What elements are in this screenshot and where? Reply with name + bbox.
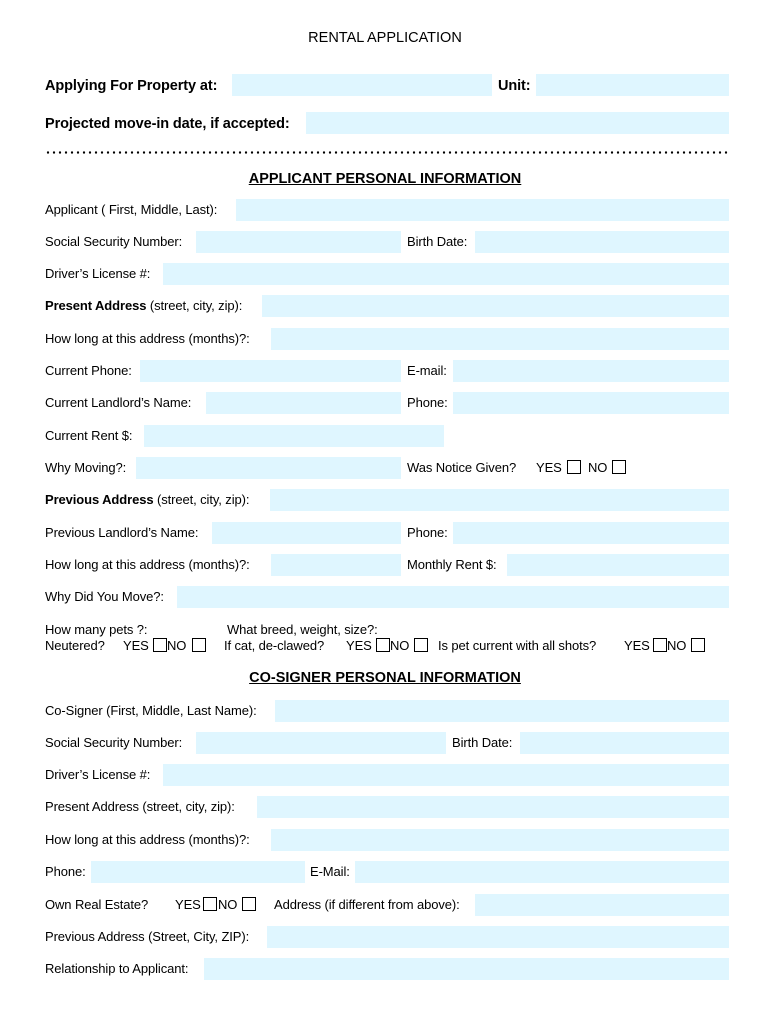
applicant-ssn-input[interactable] — [196, 231, 401, 253]
shots-yes-label: YES — [624, 638, 650, 653]
notice-no-checkbox[interactable] — [612, 460, 626, 474]
previous-address-rest: (street, city, zip): — [153, 492, 250, 507]
notice-no-label: NO — [588, 460, 608, 475]
applicant-phone-label: Current Phone: — [45, 363, 132, 378]
present-address-input[interactable] — [262, 295, 729, 317]
relationship-input[interactable] — [204, 958, 729, 980]
cosigner-name-label: Co-Signer (First, Middle, Last Name): — [45, 703, 257, 718]
property-label: Applying For Property at: — [45, 78, 218, 94]
cosigner-license-label: Driver’s License #: — [45, 767, 151, 782]
applicant-section-heading: APPLICANT PERSONAL INFORMATION — [248, 171, 522, 187]
previous-address-input[interactable] — [270, 489, 729, 511]
real-estate-yes-checkbox[interactable] — [203, 897, 217, 911]
prev-landlord-input[interactable] — [212, 522, 401, 544]
applicant-name-input[interactable] — [236, 199, 729, 221]
landlord-phone-label: Phone: — [407, 395, 448, 410]
prev-how-long-label: How long at this address (months)?: — [45, 557, 250, 572]
why-moving-input[interactable] — [136, 457, 401, 479]
applicant-how-long-label: How long at this address (months)?: — [45, 331, 250, 346]
real-estate-no-label: NO — [218, 897, 238, 912]
applicant-name-label: Applicant ( First, Middle, Last): — [45, 202, 218, 217]
shots-no-label: NO — [667, 638, 687, 653]
cosigner-how-long-input[interactable] — [271, 829, 729, 851]
notice-yes-label: YES — [536, 460, 562, 475]
pets-count-label: How many pets ?: — [45, 622, 148, 637]
applicant-email-input[interactable] — [453, 360, 729, 382]
real-estate-yes-label: YES — [175, 897, 201, 912]
shots-label: Is pet current with all shots? — [438, 638, 597, 653]
shots-no-checkbox[interactable] — [691, 638, 705, 652]
notice-label: Was Notice Given? — [407, 460, 517, 475]
monthly-rent-input[interactable] — [507, 554, 729, 576]
unit-input[interactable] — [536, 74, 729, 96]
declawed-yes-label: YES — [346, 638, 372, 653]
previous-address-label — [45, 492, 249, 508]
why-moved-input[interactable] — [177, 586, 729, 608]
neutered-yes-checkbox[interactable] — [153, 638, 167, 652]
declawed-no-checkbox[interactable] — [414, 638, 428, 652]
landlord-name-input[interactable] — [206, 392, 401, 414]
cosigner-birth-input[interactable] — [520, 732, 729, 754]
cosigner-birth-label: Birth Date: — [452, 735, 513, 750]
prev-phone-input[interactable] — [453, 522, 729, 544]
applicant-ssn-label: Social Security Number: — [45, 234, 183, 249]
cosigner-address-label: Present Address (street, city, zip): — [45, 799, 235, 814]
unit-label: Unit: — [498, 78, 531, 94]
cosigner-prev-address-input[interactable] — [267, 926, 729, 948]
shots-yes-checkbox[interactable] — [653, 638, 667, 652]
movein-label: Projected move-in date, if accepted: — [45, 116, 290, 132]
address-diff-input[interactable] — [475, 894, 729, 916]
neutered-label: Neutered? — [45, 638, 105, 653]
declawed-yes-checkbox[interactable] — [376, 638, 390, 652]
neutered-no-label: NO — [167, 638, 187, 653]
cosigner-how-long-label: How long at this address (months)?: — [45, 832, 250, 847]
cosigner-phone-label: Phone: — [45, 864, 86, 879]
current-rent-label: Current Rent $: — [45, 428, 133, 443]
prev-landlord-label: Previous Landlord’s Name: — [45, 525, 199, 540]
notice-yes-checkbox[interactable] — [567, 460, 581, 474]
page-title: RENTAL APPLICATION — [308, 30, 462, 46]
cosigner-address-input[interactable] — [257, 796, 729, 818]
present-address-label — [45, 298, 242, 314]
landlord-name-label: Current Landlord’s Name: — [45, 395, 192, 410]
cosigner-prev-address-label: Previous Address (Street, City, ZIP): — [45, 929, 250, 944]
monthly-rent-label: Monthly Rent $: — [407, 557, 497, 572]
neutered-no-checkbox[interactable] — [192, 638, 206, 652]
property-input[interactable] — [232, 74, 492, 96]
applicant-birth-label: Birth Date: — [407, 234, 468, 249]
cosigner-license-input[interactable] — [163, 764, 729, 786]
address-diff-label: Address (if different from above): — [274, 897, 460, 912]
dotted-divider — [45, 151, 729, 154]
why-moving-label: Why Moving?: — [45, 460, 127, 475]
cosigner-email-label: E-Mail: — [310, 864, 350, 879]
relationship-label: Relationship to Applicant: — [45, 961, 189, 976]
present-address-rest: (street, city, zip): — [146, 298, 243, 313]
cosigner-phone-input[interactable] — [91, 861, 305, 883]
applicant-license-label: Driver’s License #: — [45, 266, 151, 281]
applicant-phone-input[interactable] — [140, 360, 401, 382]
applicant-birth-input[interactable] — [475, 231, 729, 253]
applicant-how-long-input[interactable] — [271, 328, 729, 350]
real-estate-label: Own Real Estate? — [45, 897, 149, 912]
pets-breed-label: What breed, weight, size?: — [227, 622, 378, 637]
cosigner-ssn-input[interactable] — [196, 732, 446, 754]
applicant-license-input[interactable] — [163, 263, 729, 285]
cosigner-name-input[interactable] — [275, 700, 729, 722]
cosigner-ssn-label: Social Security Number: — [45, 735, 183, 750]
cosigner-section-heading: CO-SIGNER PERSONAL INFORMATION — [249, 670, 521, 686]
declawed-label: If cat, de-clawed? — [224, 638, 325, 653]
landlord-phone-input[interactable] — [453, 392, 729, 414]
applicant-email-label: E-mail: — [407, 363, 447, 378]
present-address-bold: Present Address — [45, 298, 147, 313]
neutered-yes-label: YES — [123, 638, 149, 653]
movein-input[interactable] — [306, 112, 729, 134]
cosigner-email-input[interactable] — [355, 861, 729, 883]
real-estate-no-checkbox[interactable] — [242, 897, 256, 911]
current-rent-input[interactable] — [144, 425, 444, 447]
previous-address-bold: Previous Address — [45, 492, 154, 507]
prev-how-long-input[interactable] — [271, 554, 401, 576]
declawed-no-label: NO — [390, 638, 410, 653]
prev-phone-label: Phone: — [407, 525, 448, 540]
why-moved-label: Why Did You Move?: — [45, 589, 164, 604]
